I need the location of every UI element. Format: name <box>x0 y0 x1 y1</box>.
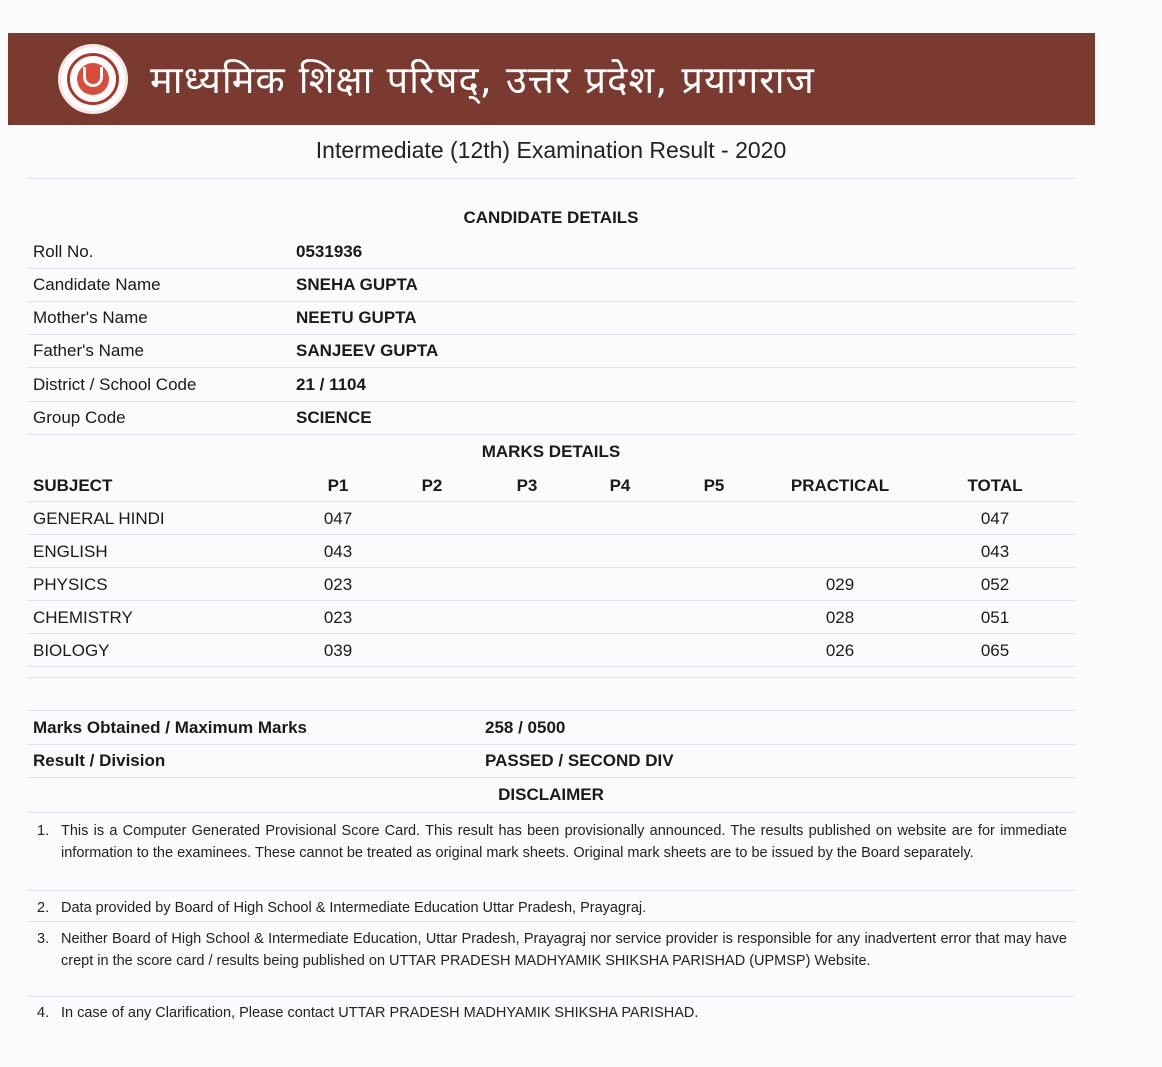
candidate-details-title: CANDIDATE DETAILS <box>463 208 639 227</box>
subject-name: ENGLISH <box>33 542 108 561</box>
divider <box>28 921 1075 922</box>
upmsp-logo-icon <box>58 44 128 114</box>
mark-total: 051 <box>980 608 1010 627</box>
divider <box>28 812 1075 813</box>
col-header-p3: P3 <box>516 476 538 495</box>
marks-obtained-label: Marks Obtained / Maximum Marks <box>33 717 307 737</box>
col-header-total: TOTAL <box>967 476 1023 495</box>
field-label: District / School Code <box>33 374 197 394</box>
divider <box>28 567 1075 568</box>
marks-obtained-row <box>33 711 1073 744</box>
disclaimer-number: 4. <box>37 1005 50 1021</box>
disclaimer-item <box>37 897 1067 919</box>
mark-practical: 028 <box>825 608 855 627</box>
header-title: माध्यमिक शिक्षा परिषद्, उत्तर प्रदेश, प्रयागराज <box>150 58 815 102</box>
col-header-p2: P2 <box>421 476 443 495</box>
divider <box>28 501 1075 502</box>
divider <box>28 633 1075 634</box>
divider <box>28 600 1075 601</box>
disclaimer-number: 2. <box>37 900 50 916</box>
divider <box>28 677 1075 678</box>
subject-name: BIOLOGY <box>33 641 110 660</box>
divider <box>28 534 1075 535</box>
disclaimer-number: 1. <box>37 823 50 839</box>
disclaimer-number: 3. <box>37 931 50 947</box>
disclaimer-text: In case of any Clarification, Please contact UTTAR PRADESH MADHYAMIK SHIKSHA PARISHAD. <box>61 1005 699 1021</box>
field-value: SANJEEV GUPTA <box>296 340 439 360</box>
mark-total: 065 <box>980 641 1010 660</box>
field-district-school-code <box>33 368 1073 401</box>
disclaimer-item <box>37 820 1067 864</box>
mark-total: 047 <box>980 509 1010 528</box>
disclaimer-text: This is a Computer Generated Provisional Score Card. This result has been provisionally announced. The results published on website are for immediate information to the examinees. These cannot be treated as original mark sheets. Original mark sheets are to be issued by the Board separately. <box>61 823 1067 861</box>
page-title: Intermediate (12th) Examination Result - 2020 <box>315 137 787 163</box>
field-group-code <box>33 401 1073 434</box>
disclaimer-item <box>37 1002 1067 1024</box>
result-division-row <box>33 744 1073 777</box>
subject-name: CHEMISTRY <box>33 608 133 627</box>
result-division-label: Result / Division <box>33 750 166 770</box>
result-division-value: PASSED / SECOND DIV <box>485 750 674 770</box>
field-value: 21 / 1104 <box>296 374 366 394</box>
mark-p1: 023 <box>323 575 353 594</box>
field-roll-no <box>33 235 1073 268</box>
field-label: Father's Name <box>33 340 144 360</box>
field-label: Group Code <box>33 407 126 427</box>
col-header-practical: PRACTICAL <box>790 476 890 495</box>
marks-details-title: MARKS DETAILS <box>481 442 621 461</box>
field-candidate-name <box>33 268 1073 301</box>
field-value: NEETU GUPTA <box>296 307 417 327</box>
col-header-p5: P5 <box>703 476 725 495</box>
divider <box>28 666 1075 667</box>
subject-name: GENERAL HINDI <box>33 509 165 528</box>
mark-total: 052 <box>980 575 1010 594</box>
disclaimer-item <box>37 928 1067 972</box>
field-label: Mother's Name <box>33 307 148 327</box>
mark-p1: 047 <box>323 509 353 528</box>
mark-p1: 023 <box>323 608 353 627</box>
subject-name: PHYSICS <box>33 575 108 594</box>
mark-practical: 026 <box>825 641 855 660</box>
mark-p1: 039 <box>323 641 353 660</box>
mark-practical: 029 <box>825 575 855 594</box>
field-value: SCIENCE <box>296 407 372 427</box>
divider <box>28 777 1075 778</box>
header-banner <box>8 33 1095 125</box>
field-label: Roll No. <box>33 241 94 261</box>
mark-total: 043 <box>980 542 1010 561</box>
field-label: Candidate Name <box>33 274 161 294</box>
divider <box>28 178 1075 179</box>
col-header-subject: SUBJECT <box>33 476 113 495</box>
marks-obtained-value: 258 / 0500 <box>485 717 566 737</box>
divider <box>28 996 1075 997</box>
col-header-p1: P1 <box>327 476 349 495</box>
disclaimer-title: DISCLAIMER <box>498 785 604 804</box>
field-value: 0531936 <box>296 241 363 261</box>
col-header-p4: P4 <box>609 476 631 495</box>
field-fathers-name <box>33 334 1073 367</box>
field-value: SNEHA GUPTA <box>296 274 418 294</box>
divider <box>28 890 1075 891</box>
disclaimer-text: Neither Board of High School & Intermediate Education, Uttar Pradesh, Prayagraj nor service provider is responsible for any inadvertent error that may have crept in the score card / results being published on UTTAR PRADESH MADHYAMIK SHIKSHA PARISHAD (UPMSP) Website. <box>61 931 1067 969</box>
mark-p1: 043 <box>323 542 353 561</box>
field-mothers-name <box>33 301 1073 334</box>
divider <box>28 434 1075 435</box>
disclaimer-text: Data provided by Board of High School & Intermediate Education Uttar Pradesh, Prayagraj. <box>61 900 647 916</box>
